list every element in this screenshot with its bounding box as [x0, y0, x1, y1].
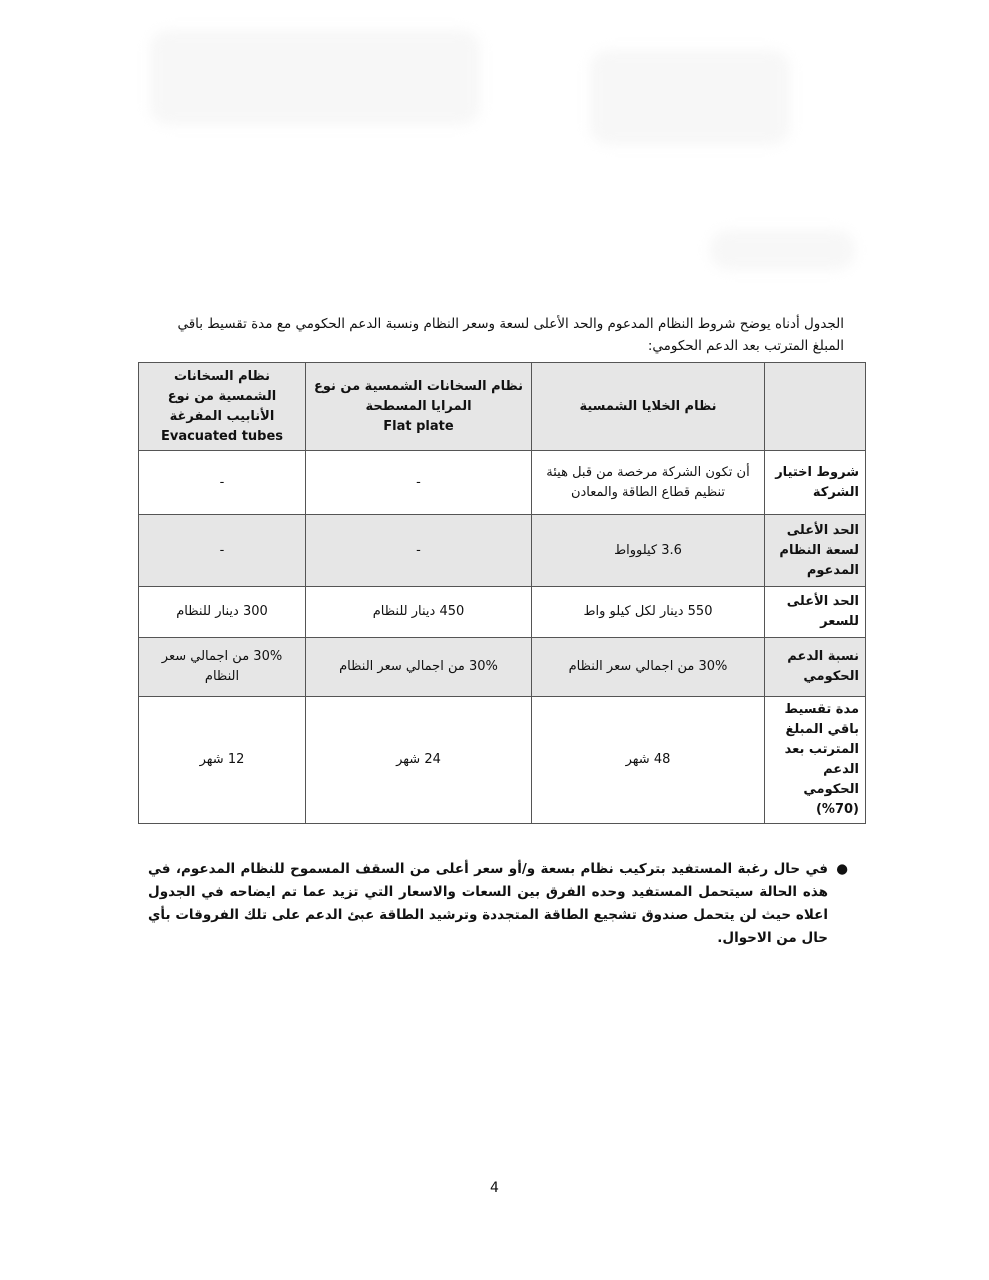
- table-row: [139, 451, 866, 515]
- faded-header-logo-left: [150, 30, 480, 125]
- cell-pv: 48 شهر: [532, 697, 765, 824]
- bullet-note-text: في حال رغبة المستفيد بتركيب نظام بسعة و/أو سعر أعلى من السقف المسموح للنظام المدعوم، في هذه الحالة سيتحمل المستفيد وحده الفرق بين السعات والاسعار التي تزيد عما تم ايضاحه في الجدول اعلاه حيث لن يتحمل صندوق تشجيع الطاقة المتجددة وترشيد الطاقة عبئ الدعم على تلك الفروقات بأي حال من الاحوال.: [148, 861, 828, 946]
- cell-evac: 30% من اجمالي سعر النظام: [139, 638, 306, 697]
- cell-flat: 24 شهر: [306, 697, 532, 824]
- cell-pv: أن تكون الشركة مرخصة من قبل هيئة تنظيم قطاع الطاقة والمعادن: [532, 451, 765, 515]
- faded-heading: [710, 230, 855, 270]
- header-evacuated-tubes-ar: نظام السخانات الشمسية من نوع الأنابيب المفرغة: [167, 368, 277, 424]
- cell-evac: -: [139, 515, 306, 587]
- row-label-max-capacity: الحد الأعلى لسعة النظام المدعوم: [765, 515, 866, 587]
- table-row: [139, 515, 866, 587]
- header-flat-plate-en: Flat plate: [383, 418, 454, 434]
- bullet-dot: ●: [836, 861, 848, 877]
- table-row: [139, 638, 866, 697]
- header-empty-cell: [765, 363, 866, 451]
- intro-paragraph: الجدول أدناه يوضح شروط النظام المدعوم والحد الأعلى لسعة وسعر النظام ونسبة الدعم الحكومي مع مدة تقسيط باقي المبلغ المترتب بعد الدعم الحكومي:: [177, 315, 844, 354]
- cell-flat: 30% من اجمالي سعر النظام: [306, 638, 532, 697]
- header-flat-plate-ar: نظام السخانات الشمسية من نوع المرايا المسطحة: [313, 378, 524, 414]
- cell-evac: 300 دينار للنظام: [139, 587, 306, 638]
- table-header-row: [139, 363, 866, 451]
- cell-pv: 30% من اجمالي سعر النظام: [532, 638, 765, 697]
- header-flat-plate: [306, 363, 532, 451]
- header-evacuated-tubes-en: Evacuated tubes: [160, 428, 284, 444]
- header-evacuated-tubes: [139, 363, 306, 451]
- cell-pv: 550 دينار لكل كيلو واط: [532, 587, 765, 638]
- cell-evac: -: [139, 451, 306, 515]
- cell-evac: 12 شهر: [139, 697, 306, 824]
- page-number: 4: [490, 1180, 499, 1196]
- support-conditions-table: [138, 362, 866, 824]
- bullet-note: [148, 858, 848, 950]
- faded-header-logo-right: [590, 50, 790, 145]
- cell-flat: -: [306, 515, 532, 587]
- row-label-support-percentage: نسبة الدعم الحكومي: [765, 638, 866, 697]
- cell-pv: 3.6 كيلوواط: [532, 515, 765, 587]
- table-row: [139, 587, 866, 638]
- cell-flat: 450 دينار للنظام: [306, 587, 532, 638]
- table-row: [139, 697, 866, 824]
- row-label-max-price: الحد الأعلى للسعر: [765, 587, 866, 638]
- cell-flat: -: [306, 451, 532, 515]
- row-label-installment-period: مدة تقسيط باقي المبلغ المترتب بعد الدعم الحكومي (70%): [765, 697, 866, 824]
- header-pv-system: نظام الخلايا الشمسية: [532, 363, 765, 451]
- row-label-company-conditions: شروط اختيار الشركة: [765, 451, 866, 515]
